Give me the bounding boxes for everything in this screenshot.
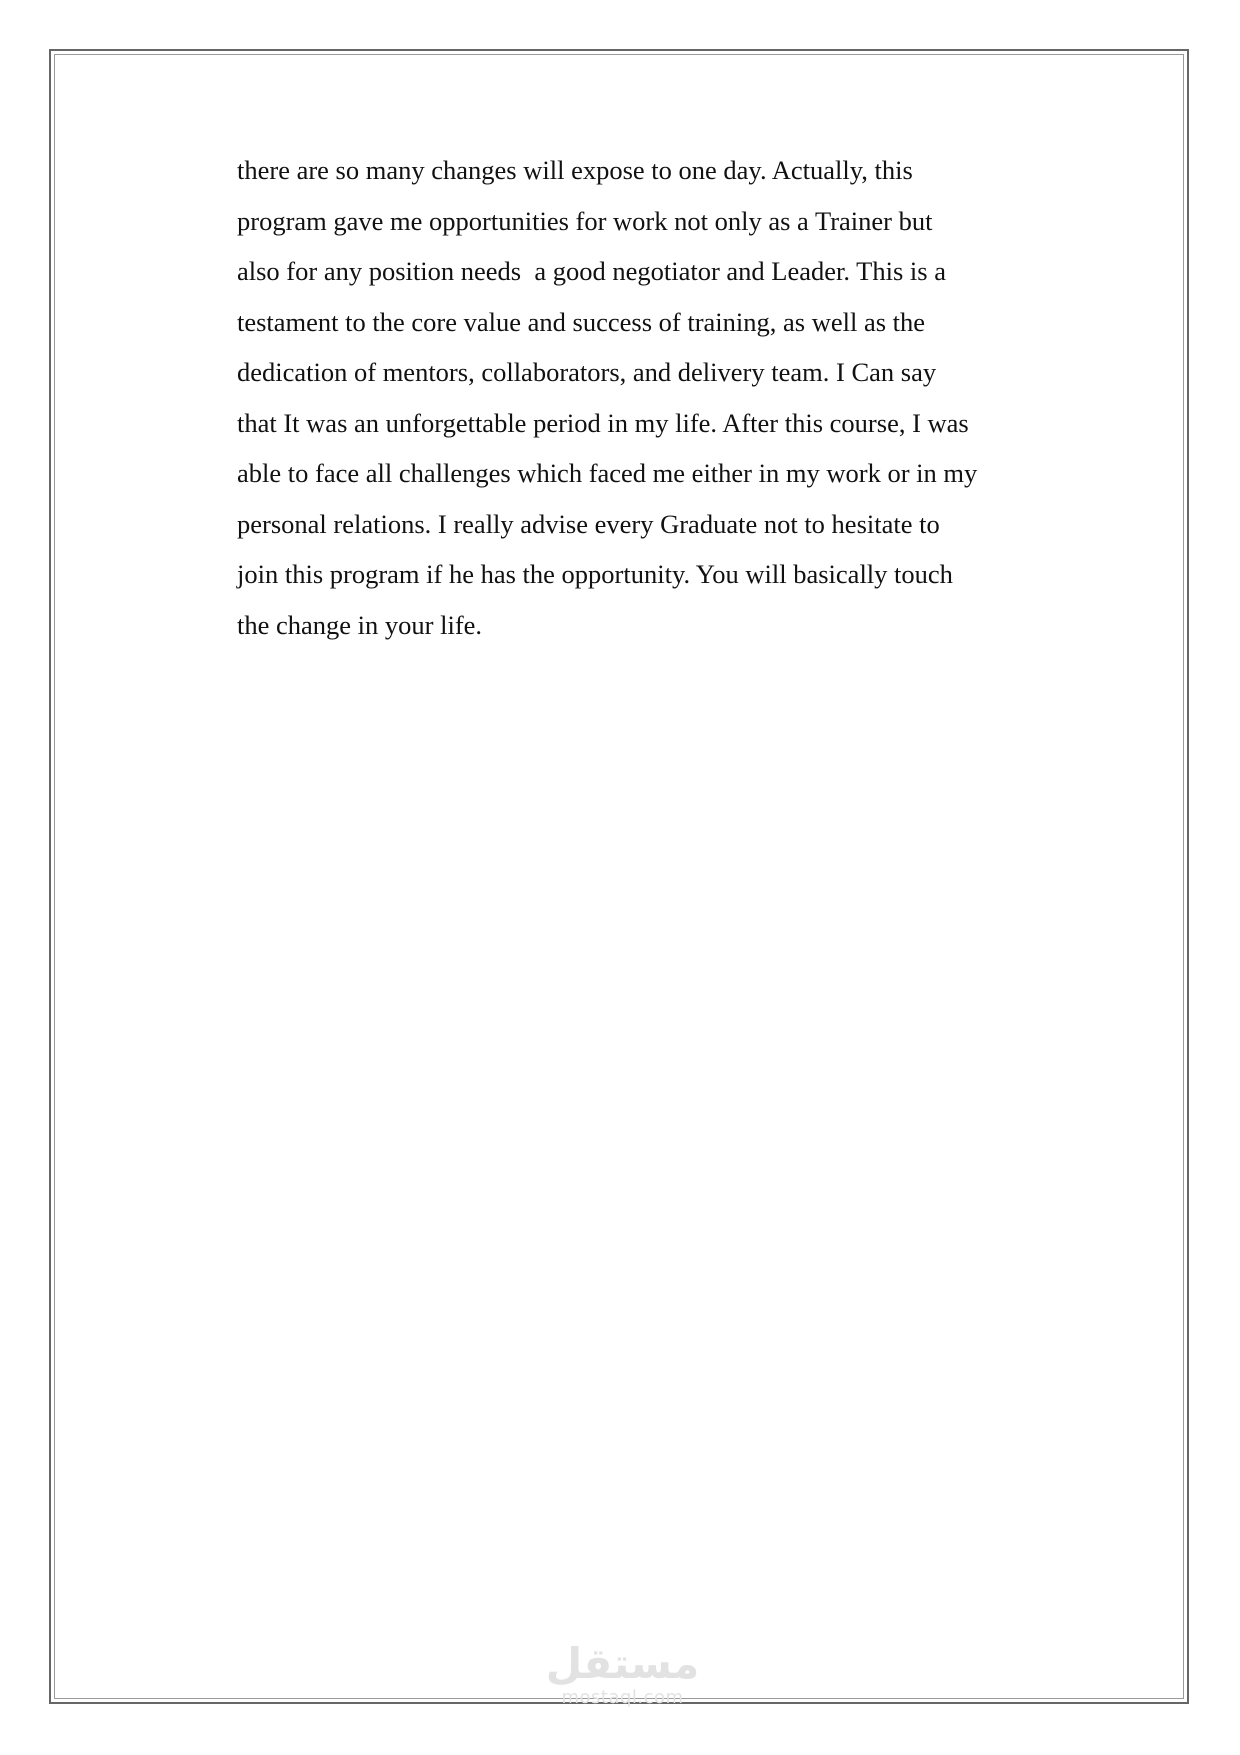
text-line: there are so many changes will expose to one day. Actually, this xyxy=(237,155,913,185)
body-paragraph xyxy=(237,145,1077,650)
text-line: the change in your life. xyxy=(237,609,483,640)
mostaql-watermark xyxy=(540,1640,705,1708)
watermark-domain: mostaql.com xyxy=(561,1687,684,1708)
watermark-logo-text: مستقل xyxy=(545,1639,700,1688)
text-line: join this program if he has the opportunity. You will basically touch xyxy=(237,559,953,589)
text-line: testament to the core value and success of training, as well as the xyxy=(237,306,926,337)
text-line: that It was an unforgettable period in my life. After this course, I was xyxy=(237,407,969,438)
text-line: able to face all challenges which faced me either in my work or in my xyxy=(237,458,978,488)
text-line: personal relations. I really advise every Graduate not to hesitate to xyxy=(237,508,940,539)
text-line: dedication of mentors, collaborators, and delivery team. I Can say xyxy=(237,357,937,387)
text-line: also for any position needs a good negotiator and Leader. This is a xyxy=(237,256,946,286)
text-line: program gave me opportunities for work not only as a Trainer but xyxy=(237,205,933,236)
